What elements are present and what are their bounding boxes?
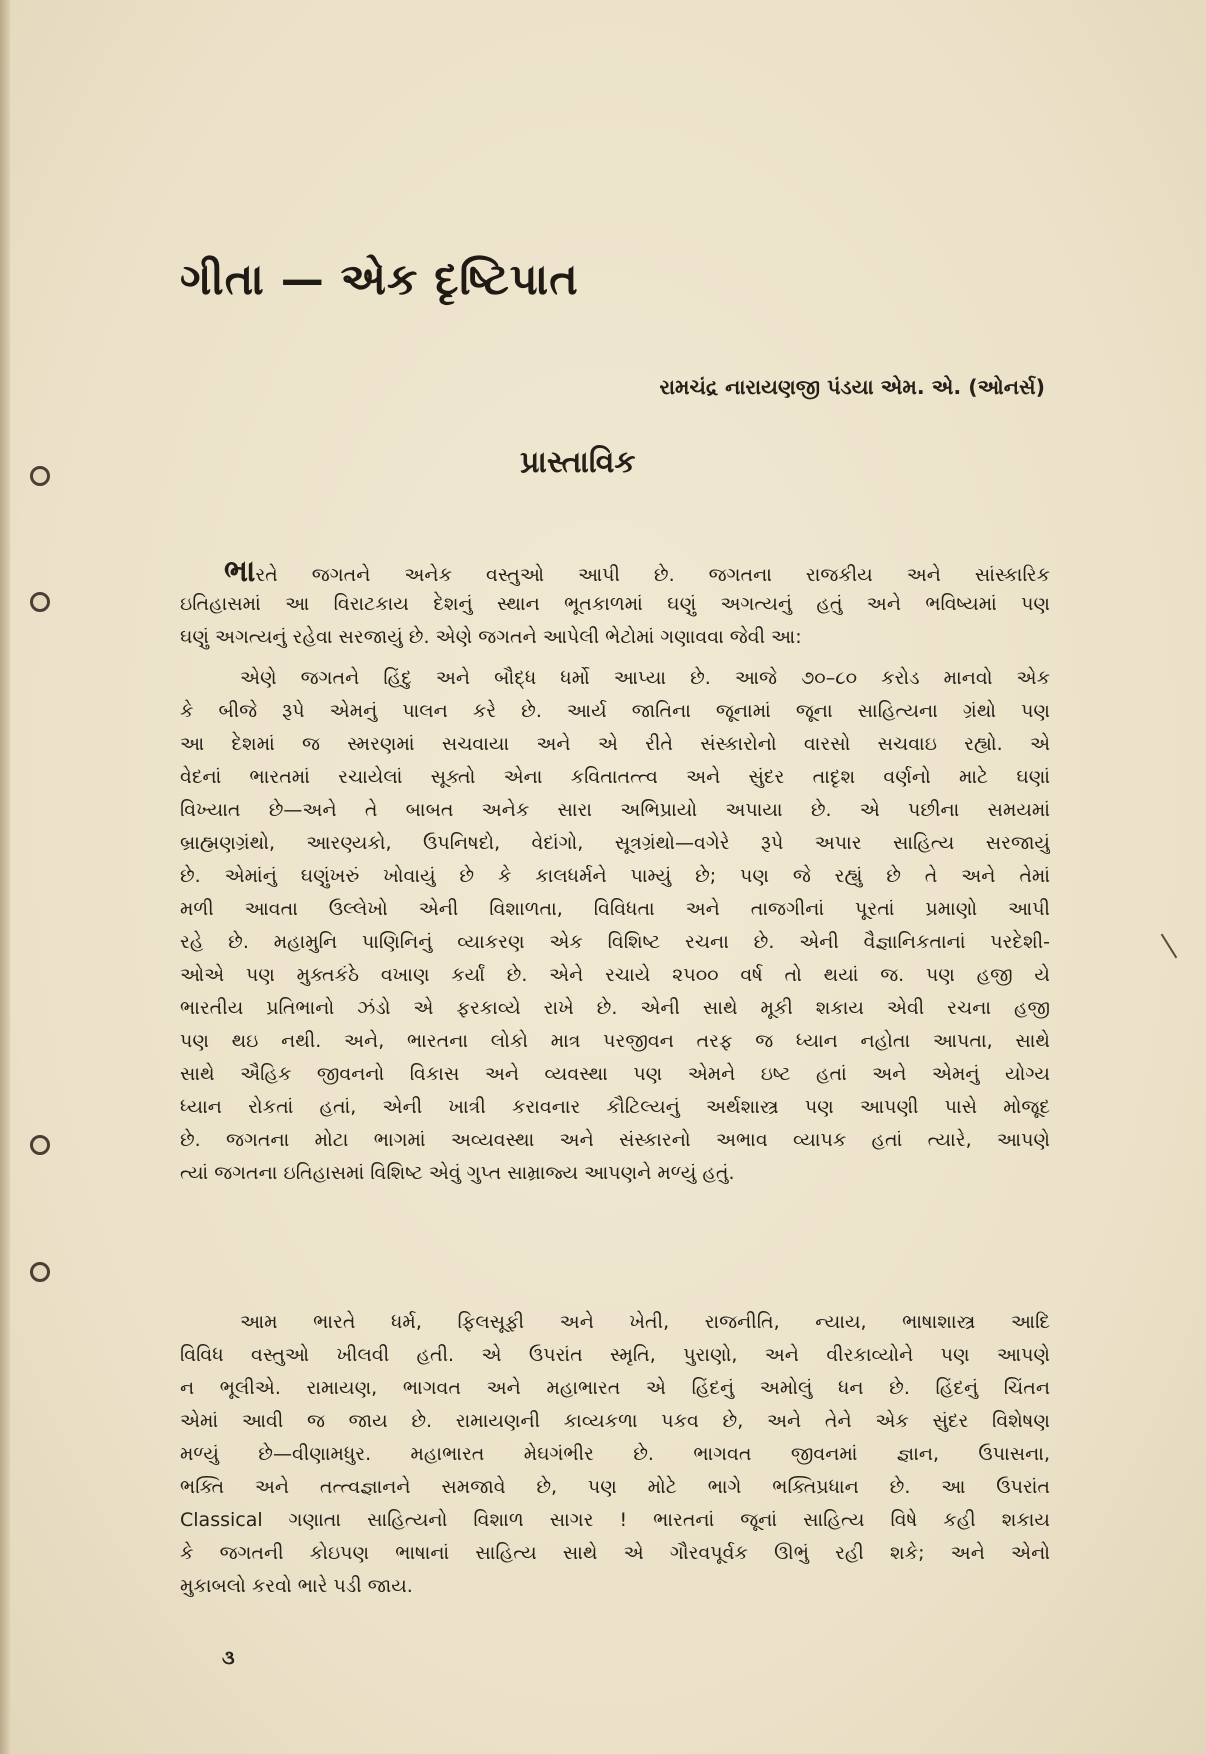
paragraph-line: સાથે ઐહિક જીવનનો વિકાસ અને વ્યવસ્થા પણ એમને ઇષ્ટ હતાં અને એમનું યોગ્ય <box>180 1063 1050 1085</box>
paragraph-line: પણ થઇ નથી. અને, ભારતના લોકો માત્ર પરજીવન તરફ જ ધ્યાન નહોતા આપતા, સાથે <box>180 1030 1050 1052</box>
binding-hole <box>30 466 50 486</box>
paragraph-line: વિવિધ વસ્તુઓ ખીલવી હતી. એ ઉપરાંત સ્મૃતિ, પુરાણો, અને વીરકાવ્યોને પણ આપણે <box>180 1344 1050 1366</box>
paragraph-line: મુકાબલો કરવો ભારે પડી જાય. <box>180 1575 413 1597</box>
paragraph-line: ત્યાં જગતના ઇતિહાસમાં વિશિષ્ટ એવું ગુપ્ત સામ્રાજ્ય આપણને મળ્યું હતું. <box>180 1162 735 1184</box>
paragraph-line: આ દેશમાં જ સ્મરણમાં સચવાયા અને એ રીતે સંસ્કારોનો વારસો સચવાઇ રહ્યો. એ <box>180 733 1050 755</box>
paragraph-line: ન ભૂલીએ. રામાયણ, ભાગવત અને મહાભારત એ હિંદનું અમોલું ધન છે. હિંદનું ચિંતન <box>180 1377 1050 1399</box>
binding-hole <box>30 592 50 612</box>
paragraph-line: ધ્યાન રોકતાં હતાં, એની ખાત્રી કરાવનાર કૌટિલ્યનું અર્થશાસ્ત્ર પણ આપણી પાસે મોજૂદ <box>180 1096 1050 1118</box>
paragraph-line: Classical ગણાતા સાહિત્યનો વિશાળ સાગર ! ભારતનાં જૂનાં સાહિત્ય વિષે કહી શકાય <box>180 1509 1050 1531</box>
article-title: ગીતા — એક દૃષ્ટિપાત <box>180 255 579 305</box>
paragraph-line: કે જગતની કોઇપણ ભાષાનાં સાહિત્ય સાથે એ ગૌરવપૂર્વક ઊભું રહી શકે; અને એનો <box>180 1542 1050 1564</box>
page-number: ૩ <box>222 1647 235 1669</box>
paragraph-line: એણે જગતને હિંદુ અને બૌદ્ધ ધર્મો આપ્યા છે. આજે ૭૦–૮૦ કરોડ માનવો એક <box>240 667 1050 689</box>
paragraph-line: એમાં આવી જ જાય છે. રામાયણની કાવ્યકળા પકવ છે, અને તેને એક સુંદર વિશેષણ <box>180 1410 1050 1432</box>
drop-cap: ભા <box>224 555 256 588</box>
paragraph-line: ભારતીય પ્રતિભાનો ઝંડો એ ફરકાવ્યે રાખે છે. એની સાથે મૂકી શકાય એવી રચના હજી <box>180 997 1050 1019</box>
section-heading: પ્રાસ્તાવિક <box>520 445 636 480</box>
paragraph-line: છે. એમાંનું ઘણુંખરું ખોવાયું છે કે કાલધર્મને પામ્યું છે; પણ જે રહ્યું છે તે અને તેમાં <box>180 865 1050 887</box>
paragraph-literature <box>180 1306 1050 1603</box>
paragraph-line: કે બીજે રૂપે એમનું પાલન કરે છે. આર્ય જાતિના જૂનામાં જૂના સાહિત્યના ગ્રંથો પણ <box>180 700 1050 722</box>
paragraph-line: બ્રાહ્મણગ્રંથો, આરણ્યકો, ઉપનિષદો, વેદાંગો, સૂત્રગ્રંથો—વગેરે રૂપે અપાર સાહિત્ય સરજાયું <box>180 832 1050 854</box>
stray-ink-mark <box>1161 934 1178 959</box>
paragraph-line: મળી આવતા ઉલ્લેખો એની વિશાળતા, વિવિધતા અને તાજગીનાં પૂરતાં પ્રમાણો આપી <box>180 898 1050 920</box>
paragraph-line: ઘણું અગત્યનું રહેવા સરજાયું છે. એણે જગતને આપેલી ભેટોમાં ગણાવવા જેવી આ: <box>180 626 802 648</box>
paragraph-religions <box>180 662 1050 1190</box>
binding-hole <box>30 1135 50 1155</box>
paragraph-intro <box>180 555 1050 654</box>
paragraph-line: આમ ભારતે ધર્મ, ફિલસૂફી અને ખેતી, રાજનીતિ, ન્યાય, ભાષાશાસ્ત્ર આદિ <box>240 1311 1050 1333</box>
binding-hole <box>30 1262 50 1282</box>
paragraph-line: ઓએ પણ મુક્તકંઠે વખાણ કર્યાં છે. એને રચાયે ૨૫૦૦ વર્ષ તો થયાં જ. પણ હજી યે <box>180 964 1050 986</box>
paragraph-line: વેદનાં ભારતમાં રચાયેલાં સૂક્તો એના કવિતાતત્ત્વ અને સુંદર તાદૃશ વર્ણનો માટે ઘણાં <box>180 766 1050 788</box>
paragraph-line: વિખ્યાત છે—અને તે બાબત અનેક સારા અભિપ્રાયો અપાયા છે. એ પછીના સમયમાં <box>180 799 1050 821</box>
paragraph-line: રહે છે. મહામુનિ પાણિનિનું વ્યાકરણ એક વિશિષ્ટ રચના છે. એની વૈજ્ઞાનિકતાનાં પરદેશી- <box>180 931 1050 953</box>
paragraph-line <box>180 555 1050 588</box>
page-binding-edge <box>0 0 10 1754</box>
paragraph-line: છે. જગતના મોટા ભાગમાં અવ્યવસ્થા અને સંસ્કારનો અભાવ વ્યાપક હતાં ત્યારે, આપણે <box>180 1129 1050 1151</box>
paragraph-line: મળ્યું છે—વીણામધુર. મહાભારત મેઘગંભીર છે. ભાગવત જીવનમાં જ્ઞાન, ઉપાસના, <box>180 1443 1050 1465</box>
paragraph-line-text: રતે જગતને અનેક વસ્તુઓ આપી છે. જગતના રાજકીય અને સાંસ્કારિક <box>255 564 1050 586</box>
paragraph-line: ઇતિહાસમાં આ વિરાટકાય દેશનું સ્થાન ભૂતકાળમાં ઘણું અગત્યનું હતું અને ભવિષ્યમાં પણ <box>180 593 1050 615</box>
author-byline: રામચંદ્ર નારાયણજી પંડયા એમ. એ. (ઓનર્સ) <box>659 375 1045 399</box>
paragraph-line: ભક્તિ અને તત્ત્વજ્ઞાનને સમજાવે છે, પણ મોટે ભાગે ભક્તિપ્રધાન છે. આ ઉપરાંત <box>180 1476 1050 1498</box>
